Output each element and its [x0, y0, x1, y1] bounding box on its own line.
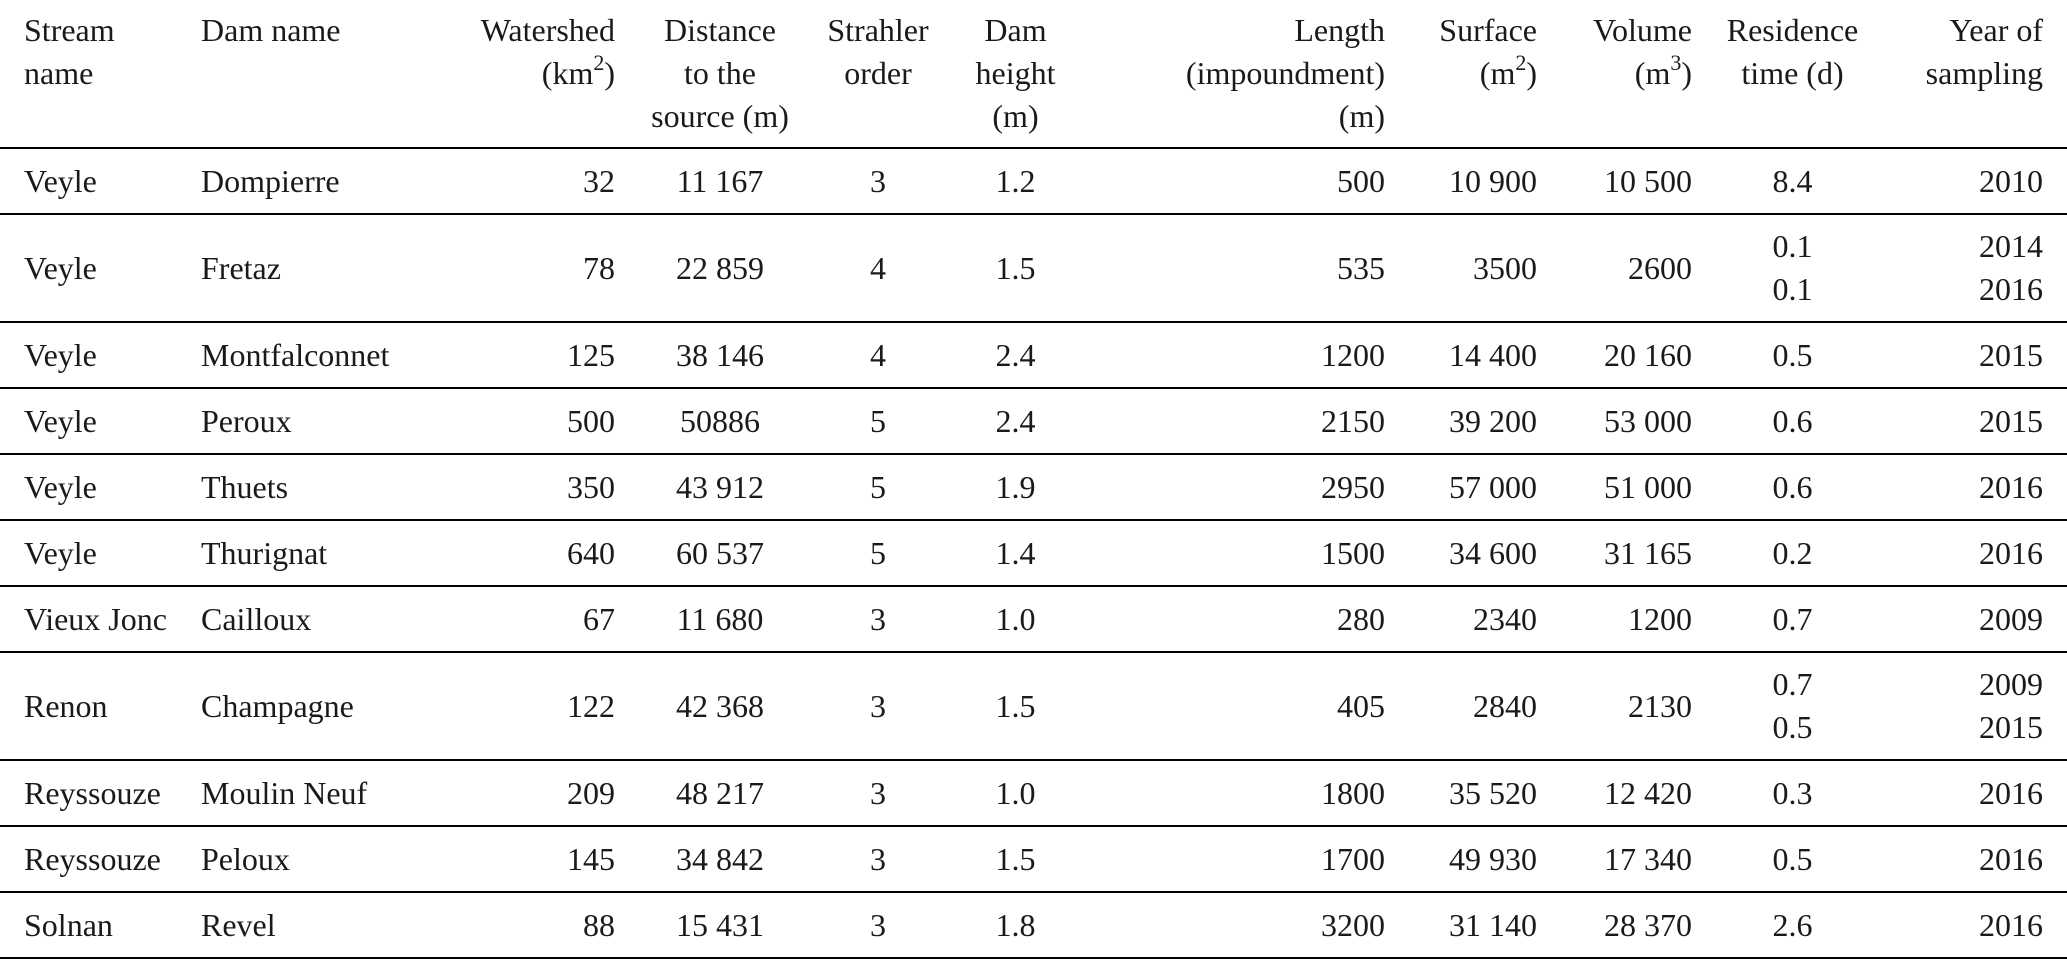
cell-length: 3200: [1321, 906, 1385, 943]
cell-watershed: 78: [583, 249, 615, 286]
table-row: [0, 454, 2067, 520]
cell-length: 280: [1337, 600, 1385, 637]
cell-residence-time: 0.3: [1772, 774, 1813, 811]
header-distance-to-source: Distance to the source (m): [625, 0, 815, 148]
cell-dam-height: 1.5: [995, 687, 1036, 724]
cell-stream-name: Renon: [24, 687, 108, 724]
cell-watershed: 32: [583, 162, 615, 199]
cell-strahler-order: 3: [870, 774, 886, 811]
header-strahler-order: Strahler order: [815, 0, 941, 148]
cell-distance: 50886: [680, 402, 760, 439]
cell-dam-name: Champagne: [201, 687, 354, 724]
table-row: [0, 760, 2067, 826]
cell-dam-height: 1.5: [995, 249, 1036, 286]
cell-stream-name: Veyle: [24, 534, 97, 571]
cell-stream-name: Solnan: [24, 906, 113, 943]
cell-surface: 31 140: [1449, 906, 1537, 943]
cell-volume: 51 000: [1604, 468, 1692, 505]
cell-dam-name: Montfalconnet: [201, 336, 390, 373]
cell-year: 2016: [1979, 534, 2043, 571]
cell-length: 1500: [1321, 534, 1385, 571]
cell-residence-time: 0.6: [1772, 402, 1813, 439]
cell-surface: 57 000: [1449, 468, 1537, 505]
header-dam-height: Dam height (m): [941, 0, 1090, 148]
cell-stream-name: Reyssouze: [24, 774, 161, 811]
cell-residence-time: 2.6: [1772, 906, 1813, 943]
cell-length: 500: [1337, 162, 1385, 199]
cell-dam-height: 1.0: [995, 600, 1036, 637]
table-row: [0, 388, 2067, 454]
table-body: [0, 148, 2067, 958]
cell-dam-height: 1.2: [995, 162, 1036, 199]
header-volume: Volume $(m^3)$: [1547, 0, 1702, 148]
cell-surface: 34 600: [1449, 534, 1537, 571]
cell-strahler-order: 4: [870, 336, 886, 373]
cell-year: 2015: [1979, 336, 2043, 373]
cell-dam-name: Fretaz: [201, 249, 281, 286]
cell-dam-height: 1.8: [995, 906, 1036, 943]
cell-stream-name: Vieux Jonc: [24, 600, 167, 637]
residence-time-value: 0.1: [1772, 271, 1813, 307]
cell-volume: 2130: [1628, 687, 1692, 724]
cell-dam-name: Thurignat: [201, 534, 328, 571]
cell-volume: 10 500: [1604, 162, 1692, 199]
header-residence-time: Residence time (d): [1702, 0, 1883, 148]
residence-time-value: 0.1: [1772, 228, 1813, 264]
cell-stream-name: Veyle: [24, 336, 97, 373]
cell-volume: 20 160: [1604, 336, 1692, 373]
cell-dam-name: Peroux: [201, 402, 292, 439]
cell-watershed: 500: [567, 402, 615, 439]
cell-watershed: 209: [567, 774, 615, 811]
header-year-of-sampling: Year of sampling: [1883, 0, 2067, 148]
cell-year: 2010: [1979, 162, 2043, 199]
cell-distance: 11 167: [676, 162, 764, 199]
cell-year: [1883, 214, 2067, 322]
cell-residence-time: 0.7: [1772, 600, 1813, 637]
table-row: [0, 520, 2067, 586]
cell-volume: 31 165: [1604, 534, 1692, 571]
cell-watershed: 125: [567, 336, 615, 373]
cell-stream-name: Veyle: [24, 402, 97, 439]
cell-surface: 3500: [1473, 249, 1537, 286]
cell-year: 2009: [1979, 600, 2043, 637]
cell-surface: 2340: [1473, 600, 1537, 637]
cell-dam-height: 1.9: [995, 468, 1036, 505]
cell-surface: 10 900: [1449, 162, 1537, 199]
table-row: [0, 892, 2067, 958]
table-row: [0, 586, 2067, 652]
cell-distance: 11 680: [676, 600, 764, 637]
cell-distance: 60 537: [676, 534, 764, 571]
cell-volume: 1200: [1628, 600, 1692, 637]
cell-strahler-order: 3: [870, 687, 886, 724]
year-value: 2015: [1979, 709, 2043, 745]
cell-distance: 34 842: [676, 840, 764, 877]
cell-watershed: 350: [567, 468, 615, 505]
cell-dam-name: Moulin Neuf: [201, 774, 368, 811]
cell-strahler-order: 4: [870, 249, 886, 286]
cell-surface: 35 520: [1449, 774, 1537, 811]
cell-length: 1700: [1321, 840, 1385, 877]
cell-watershed: 122: [567, 687, 615, 724]
cell-strahler-order: 3: [870, 840, 886, 877]
header-dam-name: Dam name: [201, 0, 445, 148]
year-value: 2016: [1979, 271, 2043, 307]
cell-volume: 17 340: [1604, 840, 1692, 877]
cell-residence-time: 0.5: [1772, 336, 1813, 373]
cell-stream-name: Veyle: [24, 468, 97, 505]
cell-volume: 12 420: [1604, 774, 1692, 811]
cell-year: [1883, 652, 2067, 760]
table-row: [0, 214, 2067, 322]
cell-length: 2150: [1321, 402, 1385, 439]
cell-length: 535: [1337, 249, 1385, 286]
cell-dam-height: 1.0: [995, 774, 1036, 811]
year-value: 2014: [1979, 228, 2043, 264]
cell-dam-name: Dompierre: [201, 162, 340, 199]
cell-residence-time: [1702, 652, 1883, 760]
cell-strahler-order: 5: [870, 534, 886, 571]
cell-strahler-order: 5: [870, 468, 886, 505]
cell-dam-height: 2.4: [995, 402, 1036, 439]
cell-surface: 14 400: [1449, 336, 1537, 373]
cell-strahler-order: 3: [870, 600, 886, 637]
cell-stream-name: Veyle: [24, 162, 97, 199]
header-stream-name: Stream name: [0, 0, 201, 148]
cell-dam-height: 1.4: [995, 534, 1036, 571]
table-header: [0, 0, 2067, 148]
cell-volume: 28 370: [1604, 906, 1692, 943]
table-row: [0, 322, 2067, 388]
cell-watershed: 67: [583, 600, 615, 637]
cell-surface: 49 930: [1449, 840, 1537, 877]
table-row: [0, 148, 2067, 214]
cell-volume: 2600: [1628, 249, 1692, 286]
cell-residence-time: 0.5: [1772, 840, 1813, 877]
cell-dam-name: Cailloux: [201, 600, 312, 637]
residence-time-value: 0.7: [1772, 666, 1813, 702]
cell-surface: 2840: [1473, 687, 1537, 724]
table-row: [0, 652, 2067, 760]
cell-distance: 15 431: [676, 906, 764, 943]
cell-dam-height: 1.5: [995, 840, 1036, 877]
cell-year: 2016: [1979, 468, 2043, 505]
header-length-impoundment: Length (impoundment) (m): [1090, 0, 1395, 148]
cell-distance: 42 368: [676, 687, 764, 724]
cell-strahler-order: 5: [870, 402, 886, 439]
cell-dam-name: Peloux: [201, 840, 290, 877]
cell-dam-name: Revel: [201, 906, 276, 943]
header-row: [0, 0, 2067, 148]
cell-dam-name: Thuets: [201, 468, 289, 505]
cell-year: 2015: [1979, 402, 2043, 439]
cell-year: 2016: [1979, 774, 2043, 811]
cell-year: 2016: [1979, 906, 2043, 943]
cell-distance: 38 146: [676, 336, 764, 373]
cell-watershed: 145: [567, 840, 615, 877]
header-watershed: Watershed $(km^2)$: [445, 0, 625, 148]
cell-residence-time: 8.4: [1772, 162, 1813, 199]
cell-stream-name: Reyssouze: [24, 840, 161, 877]
cell-volume: 53 000: [1604, 402, 1692, 439]
cell-surface: 39 200: [1449, 402, 1537, 439]
cell-watershed: 640: [567, 534, 615, 571]
cell-year: 2016: [1979, 840, 2043, 877]
cell-residence-time: [1702, 214, 1883, 322]
table-row: [0, 826, 2067, 892]
cell-strahler-order: 3: [870, 162, 886, 199]
cell-length: 2950: [1321, 468, 1385, 505]
year-value: 2009: [1979, 666, 2043, 702]
cell-distance: 43 912: [676, 468, 764, 505]
cell-dam-height: 2.4: [995, 336, 1036, 373]
cell-length: 405: [1337, 687, 1385, 724]
header-surface: Surface $(m^2)$: [1395, 0, 1547, 148]
cell-distance: 48 217: [676, 774, 764, 811]
cell-residence-time: 0.2: [1772, 534, 1813, 571]
cell-distance: 22 859: [676, 249, 764, 286]
cell-residence-time: 0.6: [1772, 468, 1813, 505]
cell-watershed: 88: [583, 906, 615, 943]
cell-strahler-order: 3: [870, 906, 886, 943]
cell-stream-name: Veyle: [24, 249, 97, 286]
residence-time-value: 0.5: [1772, 709, 1813, 745]
cell-length: 1200: [1321, 336, 1385, 373]
cell-length: 1800: [1321, 774, 1385, 811]
